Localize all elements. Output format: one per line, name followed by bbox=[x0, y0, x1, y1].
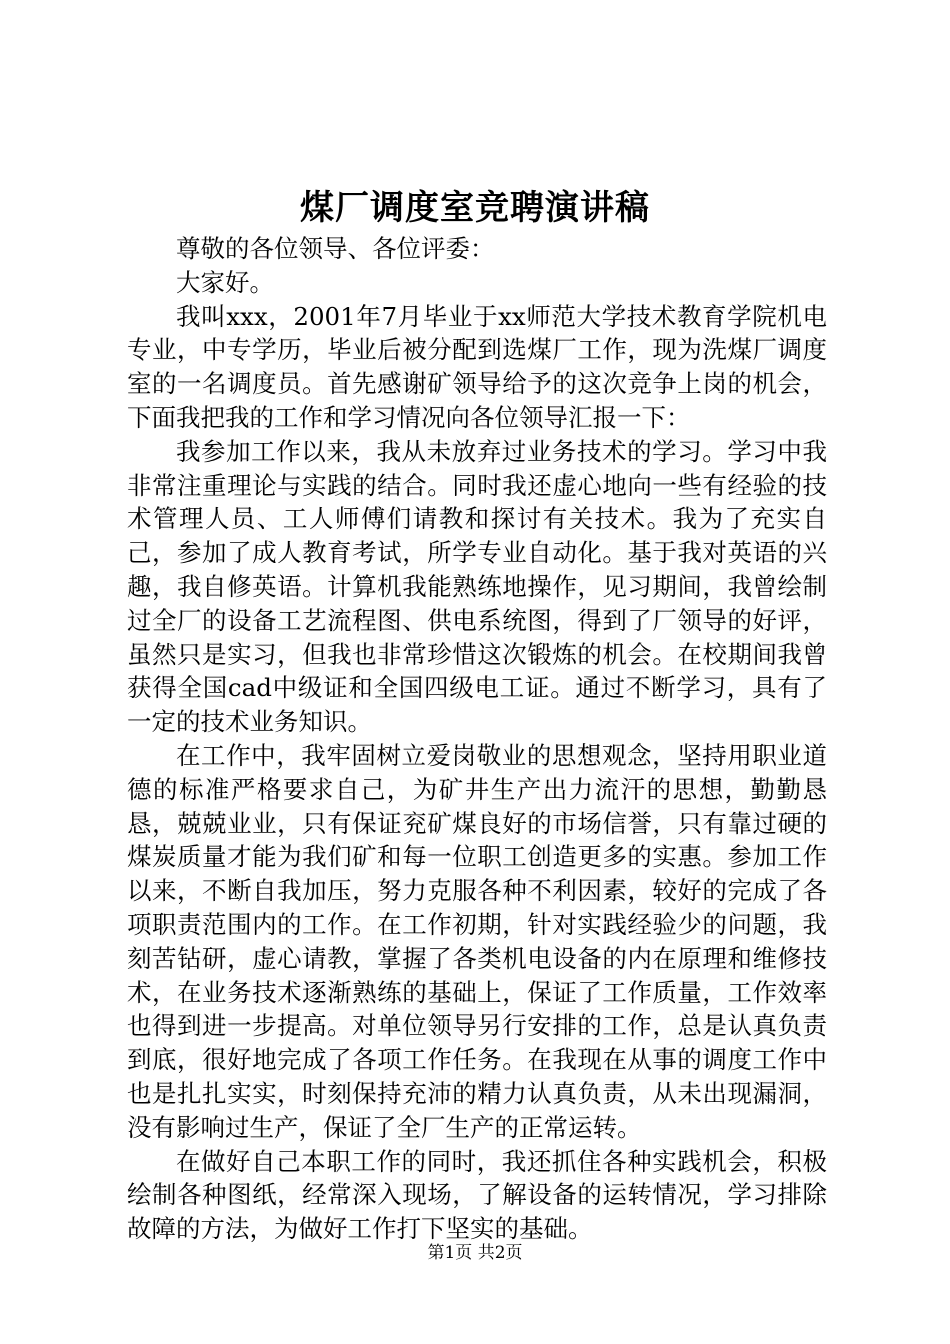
document-body bbox=[127, 232, 827, 1246]
page-number-footer: 第1页 共2页 bbox=[427, 1243, 523, 1263]
paragraph-work: 在工作中，我牢固树立爱岗敬业的思想观念，坚持用职业道德的标准严格要求自己，为矿井生产出力流汗的思想，勤勤恳恳，兢兢业业，只有保证兖矿煤良好的市场信誉，只有靠过硬的煤炭质量才能为我们矿和每一位职工创造更多的实惠。参加工作以来，不断自我加压，努力克服各种不利因素，较好的完成了各项职责范围内的工作。在工作初期，针对实践经验少的问题，我刻苦钻研，虚心请教，掌握了各类机电设备的内在原理和维修技术，在业务技术逐渐熟练的基础上，保证了工作质量，工作效率也得到进一步提高。对单位领导另行安排的工作，总是认真负责到底，很好地完成了各项工作任务。在我现在从事的调度工作中也是扎扎实实，时刻保持充沛的精力认真负责，从未出现漏洞，没有影响过生产，保证了全厂生产的正常运转。 bbox=[127, 740, 827, 1142]
paragraph-introduction: 我叫xxx，2001年7月毕业于xx师范大学技术教育学院机电专业，中专学历，毕业后被分配到选煤厂工作，现为洗煤厂调度室的一名调度员。首先感谢矿领导给予的这次竞争上岗的机会，下面我把我的工作和学习情况向各位领导汇报一下： bbox=[127, 301, 827, 432]
paragraph-greeting: 大家好。 bbox=[176, 267, 274, 297]
paragraph-salutation: 尊敬的各位领导、各位评委： bbox=[176, 234, 495, 263]
document-title: 煤厂调度室竞聘演讲稿 bbox=[300, 188, 650, 228]
paragraph-practice: 在做好自己本职工作的同时，我还抓住各种实践机会，积极绘制各种图纸，经常深入现场，了解设备的运转情况，学习排除故障的方法，为做好工作打下坚实的基础。 bbox=[127, 1146, 827, 1244]
paragraph-study: 我参加工作以来，我从未放弃过业务技术的学习。学习中我非常注重理论与实践的结合。同时我还虚心地向一些有经验的技术管理人员、工人师傅们请教和探讨有关技术。我为了充实自己，参加了成人教育考试，所学专业自动化。基于我对英语的兴趣，我自修英语。计算机我能熟练地操作，见习期间，我曾绘制过全厂的设备工艺流程图、供电系统图，得到了厂领导的好评，虽然只是实习，但我也非常珍惜这次锻炼的机会。在校期间我曾获得全国cad中级证和全国四级电工证。通过不断学习，具有了一定的技术业务知识。 bbox=[127, 436, 827, 737]
